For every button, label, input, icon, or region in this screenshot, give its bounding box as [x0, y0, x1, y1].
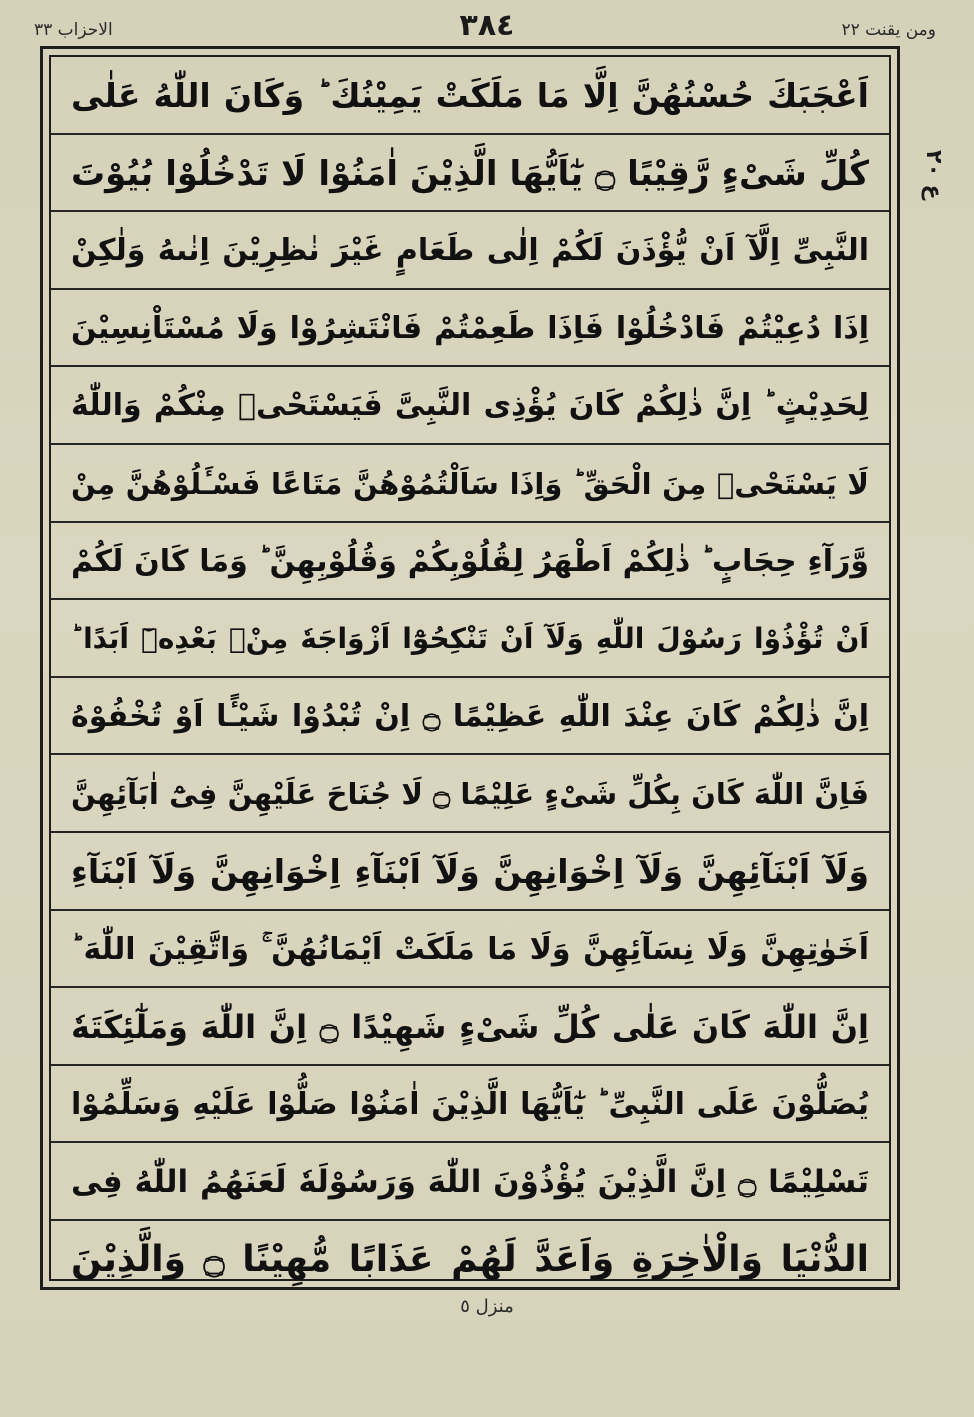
- text-line: اِنَّ اللّٰهَ كَانَ عَلٰى كُلِّ شَىْءٍ شَهِيْدًا ۝ اِنَّ اللّٰهَ وَمَلٰٓئِكَتَهٗ: [51, 988, 889, 1066]
- text-line: اِنَّ ذٰلِكُمْ كَانَ عِنْدَ اللّٰهِ عَظِيْمًا ۝ اِنْ تُبْدُوْا شَيْـًٔا اَوْ تُخْفُوْهُ: [51, 678, 889, 756]
- ruku-marker: ع ٢٠: [921, 150, 946, 200]
- text-line: اَخَوٰتِهِنَّ وَلَا نِسَآئِهِنَّ وَلَا مَا مَلَكَتْ اَيْمَانُهُنَّ ۚ وَاتَّقِيْنَ اللّٰهَ ؕ: [51, 911, 889, 989]
- text-line: النَّبِىِّ اِلَّآ اَنْ يُّؤْذَنَ لَكُمْ اِلٰى طَعَامٍ غَيْرَ نٰظِرِيْنَ اِنٰىهُ وَلٰكِنْ: [51, 212, 889, 290]
- text-line: الدُّنْيَا وَالْاٰخِرَةِ وَاَعَدَّ لَهُمْ عَذَابًا مُّهِيْنًا ۝ وَالَّذِيْنَ: [71, 1239, 869, 1280]
- surah-label: الاحزاب ٣٣: [34, 20, 113, 40]
- text-line: لِحَدِيْثٍ ؕ اِنَّ ذٰلِكُمْ كَانَ يُؤْذِى النَّبِىَّ فَيَسْتَحْىٖ مِنْكُمْ وَاللّٰهُ: [51, 367, 889, 445]
- text-line: وَلَآ اَبْنَآئِهِنَّ وَلَآ اِخْوَانِهِنَّ وَلَآ اَبْنَآءِ اِخْوَانِهِنَّ وَلَآ اَبْنَآءِ: [51, 833, 889, 911]
- manzil-footer: منزل ٥: [460, 1296, 514, 1317]
- text-block: [49, 55, 891, 1281]
- juz-label: ومن يقنت ٢٢: [841, 20, 936, 40]
- text-line: لَا يَسْتَحْىٖ مِنَ الْحَقِّ ؕ وَاِذَا سَاَلْتُمُوْهُنَّ مَتَاعًا فَسْـَٔلُوْهُنَّ مِنْ: [51, 445, 889, 523]
- text-line: فَاِنَّ اللّٰهَ كَانَ بِكُلِّ شَىْءٍ عَلِيْمًا ۝ لَا جُنَاحَ عَلَيْهِنَّ فِىْٓ اٰبَآئِهِنَّ: [51, 755, 889, 833]
- text-line: اَنْ تُؤْذُوْا رَسُوْلَ اللّٰهِ وَلَآ اَنْ تَنْكِحُوْٓا اَزْوَاجَهٗ مِنْۢ بَعْدِهٖٓ اَبَدًا ؕ: [51, 600, 889, 678]
- text-line: يُصَلُّوْنَ عَلَى النَّبِىِّ ؕ يٰٓاَيُّهَا الَّذِيْنَ اٰمَنُوْا صَلُّوْا عَلَيْهِ وَسَلِّمُوْا: [51, 1066, 889, 1144]
- page-number: ٣٨٤: [459, 8, 515, 43]
- text-line: وَّرَآءِ حِجَابٍ ؕ ذٰلِكُمْ اَطْهَرُ لِقُلُوْبِكُمْ وَقُلُوْبِهِنَّ ؕ وَمَا كَانَ لَكُمْ: [51, 523, 889, 601]
- text-line: اَعْجَبَكَ حُسْنُهُنَّ اِلَّا مَا مَلَكَتْ يَمِيْنُكَ ؕ وَكَانَ اللّٰهُ عَلٰى: [51, 57, 889, 135]
- page-header: [30, 6, 944, 46]
- text-line: تَسْلِيْمًا ۝ اِنَّ الَّذِيْنَ يُؤْذُوْنَ اللّٰهَ وَرَسُوْلَهٗ لَعَنَهُمُ اللّٰهُ فِى: [51, 1143, 889, 1221]
- text-line: كُلِّ شَىْءٍ رَّقِيْبًا ۝ يٰٓاَيُّهَا الَّذِيْنَ اٰمَنُوْا لَا تَدْخُلُوْا بُيُوْتَ: [51, 135, 889, 213]
- text-frame: [40, 46, 900, 1290]
- text-line: اِذَا دُعِيْتُمْ فَادْخُلُوْا فَاِذَا طَعِمْتُمْ فَانْتَشِرُوْا وَلَا مُسْتَاْنِسِيْنَ: [51, 290, 889, 368]
